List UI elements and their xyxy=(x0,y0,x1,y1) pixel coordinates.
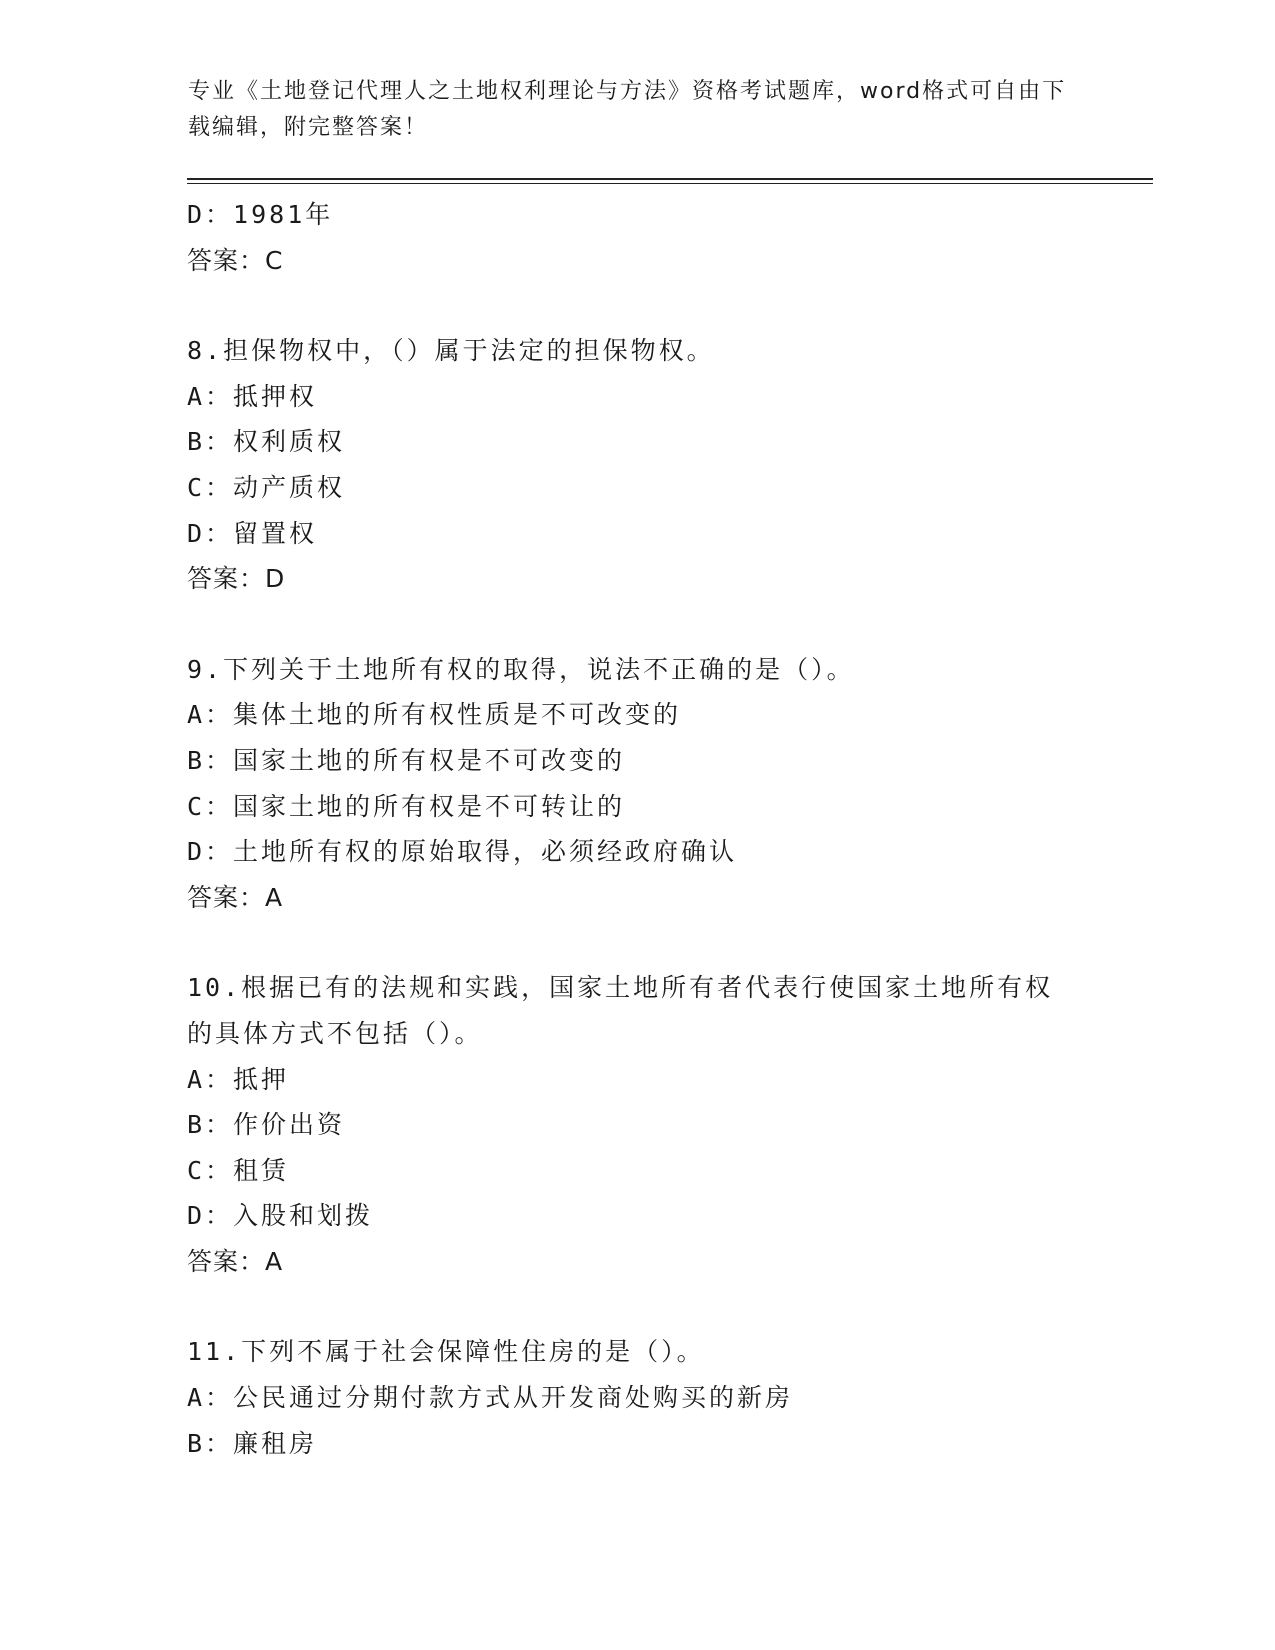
option-b: B：国家土地的所有权是不可改变的 xyxy=(187,745,626,775)
option-c: C：租赁 xyxy=(187,1155,290,1185)
option-a: A：抵押 xyxy=(187,1064,290,1094)
header-divider-thick xyxy=(187,178,1153,180)
option-a: A：抵押权 xyxy=(187,381,318,411)
option-c: C：国家土地的所有权是不可转让的 xyxy=(187,791,626,821)
option-d: D：入股和划拨 xyxy=(187,1201,374,1231)
question-stem: 8.担保物权中，（）属于法定的担保物权。 xyxy=(187,336,715,366)
answer: 答案：D xyxy=(187,564,286,594)
option-c: C：动产质权 xyxy=(187,472,346,502)
question-list xyxy=(187,192,1147,1466)
question-8 xyxy=(187,328,1147,602)
spacer xyxy=(187,920,1147,965)
question-stem: 10.根据已有的法规和实践，国家土地所有者代表行使国家土地所有权的具体方式不包括（）。 xyxy=(187,973,1054,1048)
document-header: 专业《土地登记代理人之土地权利理论与方法》资格考试题库，word格式可自由下载编辑，附完整答案！ xyxy=(188,79,1067,140)
prev-answer: 答案：C xyxy=(187,245,284,275)
option-a: A：公民通过分期付款方式从开发商处购买的新房 xyxy=(187,1383,794,1413)
header-divider-thin xyxy=(187,183,1153,184)
prev-option-d: D：1981年 xyxy=(187,200,334,229)
option-b: B：廉租房 xyxy=(187,1428,318,1458)
option-b: B：权利质权 xyxy=(187,427,346,457)
option-d: D：留置权 xyxy=(187,518,318,548)
question-10 xyxy=(187,965,1147,1284)
option-b: B：作价出资 xyxy=(187,1110,346,1140)
question-9 xyxy=(187,647,1147,921)
spacer xyxy=(187,283,1147,328)
option-a: A：集体土地的所有权性质是不可改变的 xyxy=(187,700,682,730)
question-stem: 11.下列不属于社会保障性住房的是（）。 xyxy=(187,1337,705,1367)
question-stem: 9.下列关于土地所有权的取得，说法不正确的是（）。 xyxy=(187,654,855,684)
spacer xyxy=(187,1284,1147,1329)
spacer xyxy=(187,602,1147,647)
question-11 xyxy=(187,1329,1147,1466)
answer: 答案：A xyxy=(187,1246,284,1276)
option-d: D：土地所有权的原始取得，必须经政府确认 xyxy=(187,837,738,867)
answer: 答案：A xyxy=(187,882,284,912)
